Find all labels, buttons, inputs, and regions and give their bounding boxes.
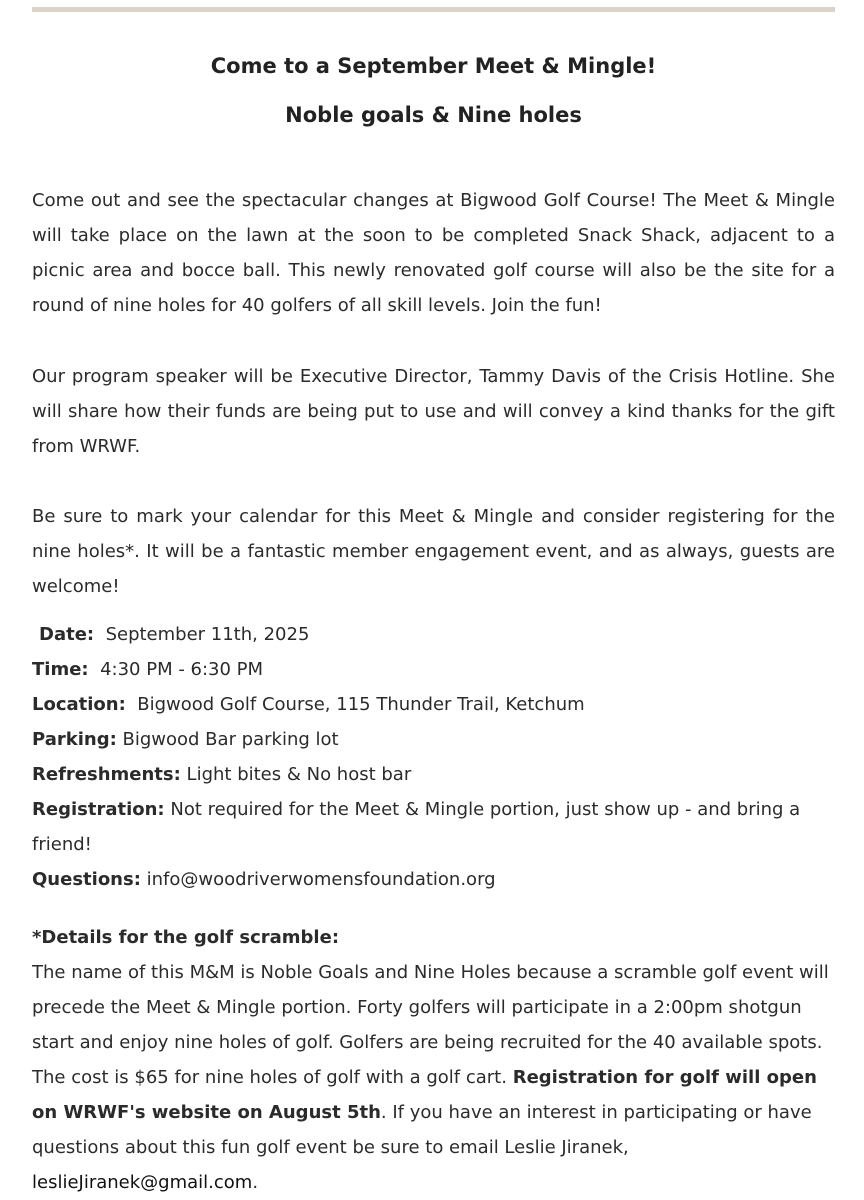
- parking-value: Bigwood Bar parking lot: [122, 729, 339, 750]
- intro-paragraph-1: Come out and see the spectacular changes at Bigwood Golf Course! The Meet & Mingle will take place on the lawn at the soon to be completed Snack Shack, adjacent to a picnic area and bocce ball. This newly renovated golf course will also be the site for a round of nine holes for 40 golfers of all skill levels. Join the fun!: [32, 190, 835, 316]
- detail-registration: [32, 792, 835, 862]
- detail-parking: [32, 722, 835, 757]
- intro-paragraph-2: Our program speaker will be Executive Director, Tammy Davis of the Crisis Hotline. She will share how their funds are being put to use and will convey a kind thanks for the gift from WRWF.: [32, 366, 835, 457]
- detail-refreshments: [32, 757, 835, 792]
- detail-location: [32, 687, 835, 722]
- golf-end-period: .: [252, 1172, 259, 1193]
- questions-label: Questions:: [32, 869, 141, 890]
- date-value: September 11th, 2025: [105, 624, 310, 645]
- golf-scramble-section: [32, 920, 835, 1200]
- registration-label: Registration:: [32, 799, 165, 820]
- event-title: Come to a September Meet & Mingle!: [210, 54, 657, 78]
- golf-scramble-title: *Details for the golf scramble:: [32, 927, 340, 948]
- time-value: 4:30 PM - 6:30 PM: [100, 659, 264, 680]
- date-label: Date:: [39, 624, 95, 645]
- event-subtitle: Noble goals & Nine holes: [285, 103, 582, 127]
- questions-email[interactable]: info@woodriverwomensfoundation.org: [146, 869, 496, 890]
- detail-questions: [32, 862, 835, 897]
- location-value: Bigwood Golf Course, 115 Thunder Trail, Ketchum: [137, 694, 585, 715]
- detail-time: [32, 652, 835, 687]
- golf-registration-note: Registration for golf will open on WRWF's website on August 5th: [32, 1067, 817, 1123]
- refreshments-label: Refreshments:: [32, 764, 181, 785]
- registration-value: Not required for the Meet & Mingle portion, just show up - and bring a friend!: [32, 799, 801, 855]
- golf-body-text-2: . If you have an interest in participating or have questions about this fun golf event be sure to email Leslie Jiranek,: [32, 1102, 812, 1158]
- event-details: [32, 617, 835, 897]
- time-label: Time:: [32, 659, 89, 680]
- location-label: Location:: [32, 694, 126, 715]
- golf-body-text: The name of this M&M is Noble Goals and Nine Holes because a scramble golf event will precede the Meet & Mingle portion. Forty golfers will participate in a 2:00pm shotgun start and enjoy nine holes of golf. Golfers are being recruited for the 40 available spots. The cost is $65 for nine holes of golf with a golf cart.: [32, 962, 829, 1088]
- top-divider: [32, 7, 835, 12]
- leslie-email-link[interactable]: leslieJiranek@gmail.com: [32, 1172, 253, 1193]
- intro-paragraph-3: Be sure to mark your calendar for this Meet & Mingle and consider registering for the nine holes*. It will be a fantastic member engagement event, and as always, guests are welcome!: [32, 506, 835, 597]
- detail-date: [32, 617, 835, 652]
- refreshments-value: Light bites & No host bar: [186, 764, 412, 785]
- parking-label: Parking:: [32, 729, 117, 750]
